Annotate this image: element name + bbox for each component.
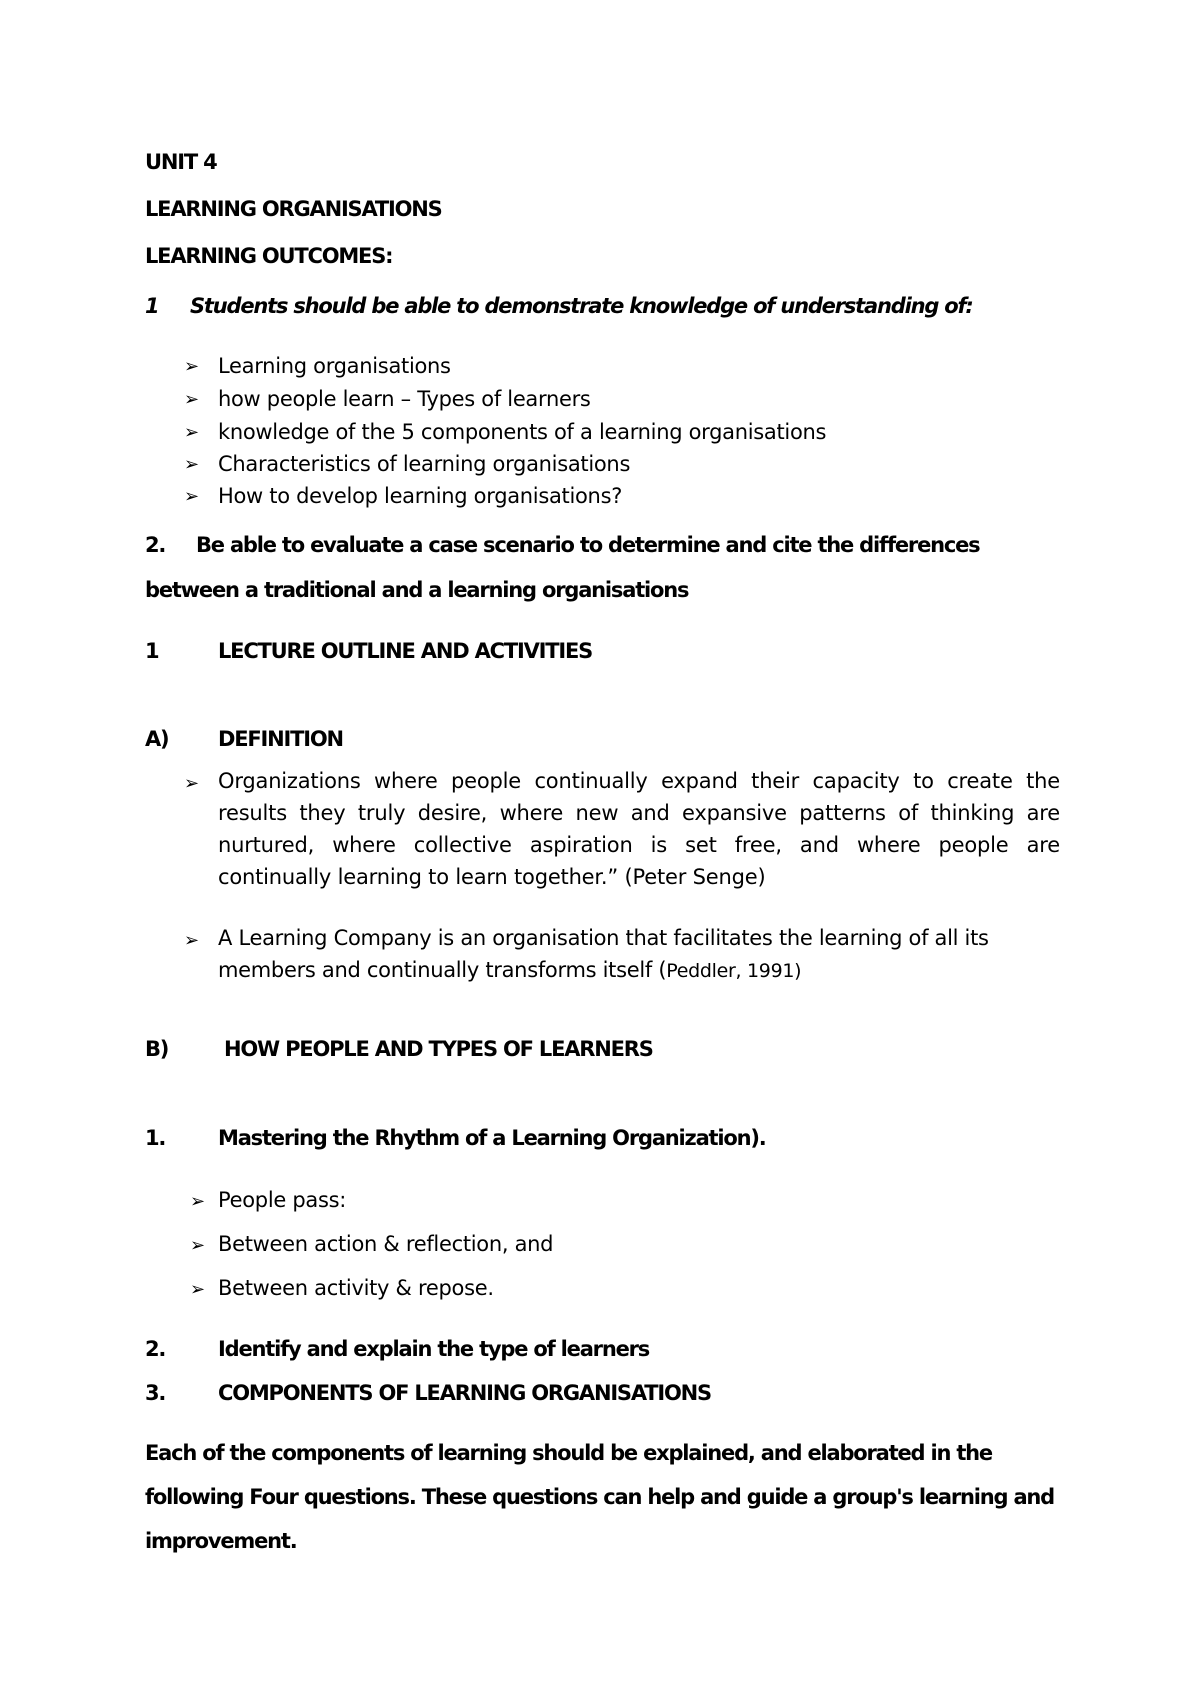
outcome-2-line-2: between a traditional and a learning organisations xyxy=(145,578,689,602)
arrowhead-bullet-icon: ➢ xyxy=(184,773,200,794)
closing-line-2: following Four questions. These questions can help and guide a group's learning and xyxy=(145,1485,1054,1509)
closing-paragraph xyxy=(145,1431,1080,1563)
outcomes-label: LEARNING OUTCOMES: xyxy=(145,244,393,268)
lecture-number: 1 xyxy=(145,639,159,663)
definition-pedler xyxy=(218,922,989,987)
definition-pedler-line-1: A Learning Company is an organisation that facilitates the learning of all its xyxy=(218,926,989,950)
arrowhead-bullet-icon: ➢ xyxy=(190,1279,206,1300)
outcome-2-number: 2. xyxy=(145,533,166,557)
list-item: Between action & reflection, and xyxy=(218,1232,554,1256)
lecture-outline-heading: LECTURE OUTLINE AND ACTIVITIES xyxy=(218,639,593,663)
arrowhead-bullet-icon: ➢ xyxy=(190,1191,206,1212)
section-a-heading: DEFINITION xyxy=(218,727,343,751)
closing-line-1: Each of the components of learning should be explained, and elaborated in the xyxy=(145,1441,992,1465)
arrowhead-bullet-icon: ➢ xyxy=(184,422,200,443)
list-item: People pass: xyxy=(218,1188,346,1212)
item-2-heading: Identify and explain the type of learners xyxy=(218,1337,650,1361)
citation: Peddler, 1991) xyxy=(666,960,802,982)
arrowhead-bullet-icon: ➢ xyxy=(184,356,200,377)
definition-pedler-line-2 xyxy=(218,954,989,987)
definition-senge: Organizations where people continually expand their capacity to create the results they truly desire, where new and expansive patterns of thinking are nurtured, where collective aspiration is set free, and where people are continually learning to learn together.” (Peter Senge) xyxy=(218,769,1060,889)
list-item: Characteristics of learning organisations xyxy=(218,452,631,476)
outcome-1-number: 1 xyxy=(145,294,159,318)
list-item: how people learn – Types of learners xyxy=(218,387,591,411)
arrowhead-bullet-icon: ➢ xyxy=(190,1235,206,1256)
section-b-heading: HOW PEOPLE AND TYPES OF LEARNERS xyxy=(224,1037,653,1061)
outcome-1-text: Students should be able to demonstrate knowledge of understanding of: xyxy=(190,294,973,318)
unit-heading: UNIT 4 xyxy=(145,150,217,174)
list-item: How to develop learning organisations? xyxy=(218,484,623,508)
section-a-letter: A) xyxy=(145,727,169,751)
item-2-number: 2. xyxy=(145,1337,166,1361)
arrowhead-bullet-icon: ➢ xyxy=(184,454,200,475)
item-1-heading: Mastering the Rhythm of a Learning Organization). xyxy=(218,1126,766,1150)
item-3-heading: COMPONENTS OF LEARNING ORGANISATIONS xyxy=(218,1381,711,1405)
item-3-number: 3. xyxy=(145,1381,166,1405)
item-1-number: 1. xyxy=(145,1126,166,1150)
definition-pedler-text: members and continually transforms itself ( xyxy=(218,958,667,982)
section-b-letter: B) xyxy=(145,1037,169,1061)
list-item: Learning organisations xyxy=(218,354,451,378)
closing-line-3: improvement. xyxy=(145,1529,297,1553)
outcome-2-line-1: Be able to evaluate a case scenario to determine and cite the differences xyxy=(196,533,980,557)
list-item: knowledge of the 5 components of a learning organisations xyxy=(218,420,827,444)
arrowhead-bullet-icon: ➢ xyxy=(184,389,200,410)
arrowhead-bullet-icon: ➢ xyxy=(184,930,200,951)
document-title: LEARNING ORGANISATIONS xyxy=(145,197,442,221)
arrowhead-bullet-icon: ➢ xyxy=(184,486,200,507)
list-item: Between activity & repose. xyxy=(218,1276,494,1300)
